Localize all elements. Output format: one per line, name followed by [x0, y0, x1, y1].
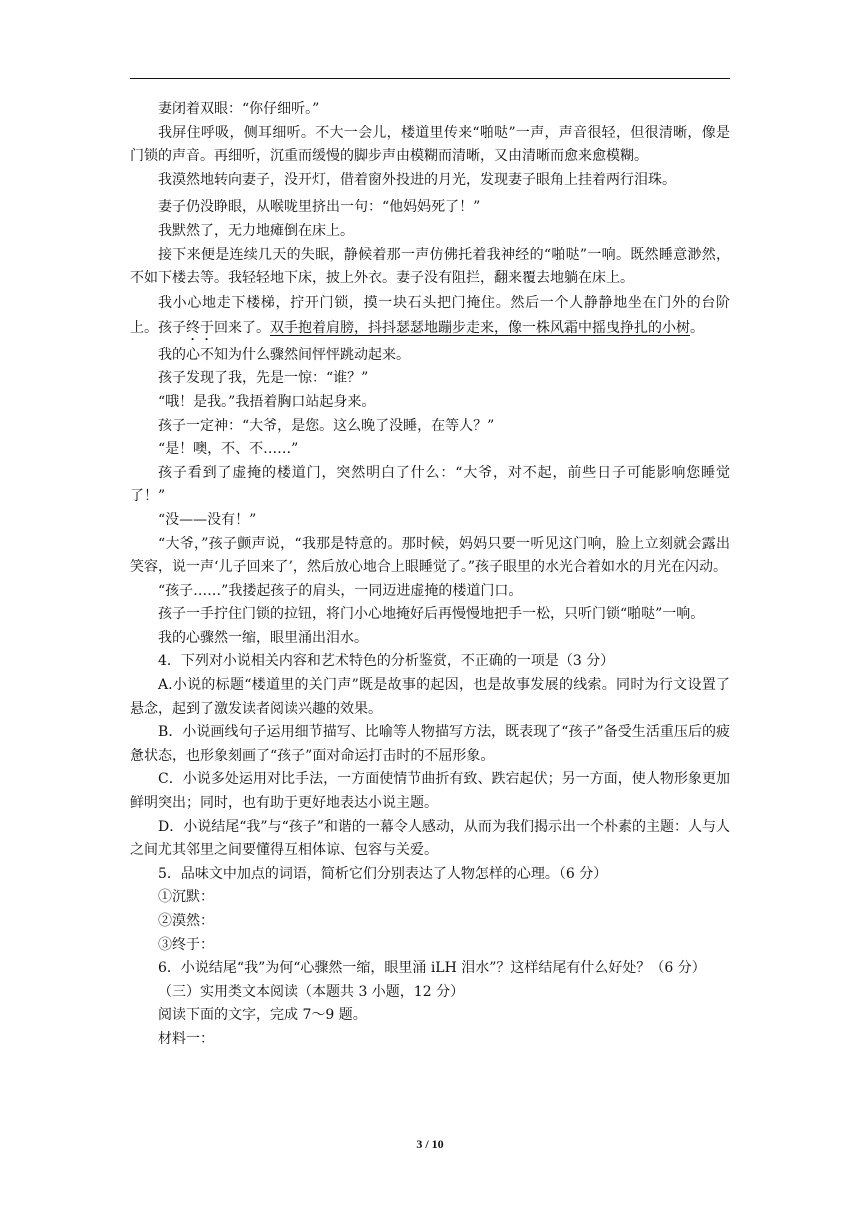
paragraph: 妻闭着双眼：“你仔细听。” — [158, 101, 320, 117]
section-heading: （三）实用类文本阅读（本题共 3 小题，12 分） — [158, 983, 465, 1000]
paragraph: 我屏住呼吸，侧耳细听。不大一会儿，楼道里传来“啪哒”一声，声音很轻，但很清晰，像是门锁的声音。再细听，沉重而缓慢的脚步声由模糊而清晰，又由清晰而愈来愈模糊。 — [130, 124, 730, 165]
paragraph: 孩子一定神：“大爷，是您。这么晚了没睡，在等人？” — [158, 417, 495, 434]
question-5: 5．品味文中加点的词语，简析它们分别表达了人物怎样的心理。（6 分） — [158, 865, 608, 882]
answer-line: ②漠然： — [158, 913, 214, 929]
question-4: 4．下列对小说相关内容和艺术特色的分析鉴赏，不正确的一项是（3 分） — [158, 653, 615, 670]
paragraph: 孩子一手拧住门锁的拉钮，将门小心地掩好后再慢慢地把手一松，只听门锁“啪哒”一响。 — [158, 606, 705, 623]
option-b: B．小说画线句子运用细节描写、比喻等人物描写方法，既表现了“孩子”备受生活重压后的疲惫状态，也形象刻画了“孩子”面对命运打击时的不屈形象。 — [130, 724, 730, 764]
paragraph: “是！噢，不、不……” — [158, 441, 299, 458]
answer-line: ①沉默： — [158, 889, 214, 906]
answer-line: ③终于： — [158, 936, 214, 953]
text-segment: 回来了。 — [214, 319, 270, 336]
paragraph: “大爷，”孩子颤声说，“我那是特意的。那时候，妈妈只要一听见这门响，脸上立刻就会露出笑容，说一声‘儿子回来了’，然后放心地合上眼睡觉了。”孩子眼里的水光合着如水的月光在闪动。 — [130, 535, 730, 576]
paragraph: 我漠然地转向妻子，没开灯，借着窗外投进的月光，发现妻子眼角上挂着两行泪珠。 — [158, 171, 676, 188]
paragraph: “哦！是我。”我捂着胸口站起身来。 — [158, 393, 376, 410]
dotted-word: 终于 — [186, 319, 214, 336]
header-rule — [130, 78, 730, 79]
page-number: 3 / 10 — [416, 1137, 444, 1151]
text-segment: 我小心地走下楼梯，拧开门锁，摸一块石头把门掩住。然后一个人静静地坐在门外的台阶上。孩子 — [130, 294, 730, 336]
material-label: 材料一： — [158, 1030, 214, 1047]
paragraph: 接下来便是连续几天的失眠，静候着那一声仿佛托着我神经的“啪哒”一响。既然睡意渺然，不如下楼去等。我轻轻地下床，披上外衣。妻子没有阻拦，翻来覆去地躺在床上。 — [130, 246, 730, 287]
text-segment: 。 — [690, 319, 704, 336]
option-c: C．小说多处运用对比手法，一方面使情节曲折有致、跌宕起伏；另一方面，使人物形象更加鲜明突出；同时，也有助于更好地表达小说主题。 — [130, 771, 730, 812]
paragraph: 孩子发现了我，先是一惊：“谁？” — [158, 370, 369, 387]
paragraph: 我的心骤然一缩，眼里涌出泪水。 — [158, 629, 368, 646]
paragraph: 妻子仍没睁眼，从喉咙里挤出一句：“他妈妈死了！” — [158, 199, 481, 216]
paragraph: 孩子看到了虚掩的楼道门，突然明白了什么：“大爷，对不起，前些日子可能影响您睡觉了！” — [130, 464, 730, 505]
underlined-sentence: 双手抱着肩膀，抖抖瑟瑟地蹦步走来，像一株风霜中摇曳挣扎的小树 — [270, 319, 690, 336]
document-body — [130, 98, 730, 1052]
option-d: D．小说结尾“我”与“孩子”和谐的一幕令人感动，从而为我们揭示出一个朴素的主题：人与人之间尤其邻里之间要懂得互相体谅、包容与关爱。 — [130, 818, 730, 859]
paragraph: 我的心不知为什么骤然间怦怦跳动起来。 — [158, 346, 410, 363]
paragraph-with-underline — [130, 291, 730, 344]
paragraph: “孩子……”我搂起孩子的肩头，一同迈进虚掩的楼道门口。 — [158, 582, 523, 599]
paragraph: “没——没有！” — [158, 511, 257, 528]
paragraph: 我默然了，无力地瘫倒在床上。 — [158, 222, 354, 239]
question-6: 6．小说结尾“我”为何“心骤然一缩，眼里涌 iLH 泪水”？这样结尾有什么好处？（6 分） — [158, 960, 706, 977]
instruction: 阅读下面的文字，完成 7～9 题。 — [158, 1007, 367, 1024]
option-a: A.小说的标题“楼道里的关门声”既是故事的起因，也是故事发展的线索。同时为行文设置了悬念，起到了激发读者阅读兴趣的效果。 — [130, 677, 730, 717]
